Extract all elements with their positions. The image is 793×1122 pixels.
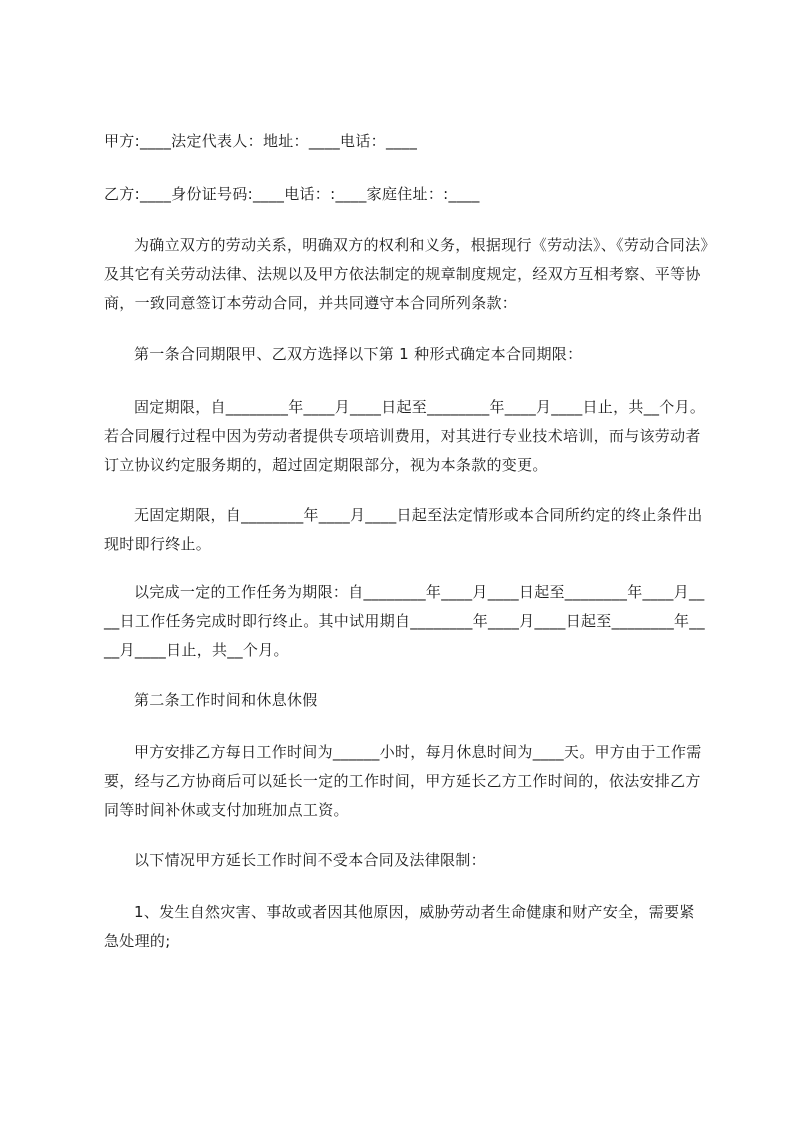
party-a-line: 甲方:____法定代表人：地址：____电话：____: [104, 132, 418, 150]
fixed-term-paragraph: 固定期限，自________年____月____日起至________年____月____日止，共__个月。若合同履行过程中因为劳动者提供专项培训费用，对其进行专业技术培训，而与该劳动者订立协议约定服务期的，超过固定期限部分，视为本条款的变更。: [104, 398, 706, 474]
preamble-paragraph: 为确立双方的劳动关系，明确双方的权利和义务，根据现行《劳动法》、《劳动合同法》及其它有关劳动法律、法规以及甲方依法制定的规章制度规定，经双方互相考察、平等协商，一致同意签订本劳动合同，并共同遵守本合同所列条款：: [104, 236, 709, 312]
party-b-line: 乙方:____身份证号码:____电话：:____家庭住址：:____: [104, 185, 480, 203]
working-hours-paragraph: 甲方安排乙方每日工作时间为______小时，每月休息时间为____天。甲方由于工作需要，经与乙方协商后可以延长一定的工作时间，甲方延长乙方工作时间的，依法安排乙方同等时间补休或支付加班加点工资。: [104, 743, 702, 819]
exception-item-1: 1、发生自然灾害、事故或者因其他原因，威胁劳动者生命健康和财产安全，需要紧急处理的;: [104, 903, 695, 950]
article-2-heading: 第二条工作时间和休息休假: [134, 691, 318, 709]
task-term-paragraph: 以完成一定的工作任务为期限：自________年____月____日起至________年____月____日工作任务完成时即行终止。其中试用期自________年____月____日起至________年____月____日止，共__个月。: [104, 583, 705, 659]
open-term-paragraph: 无固定期限，自________年____月____日起至法定情形或本合同所约定的终止条件出现时即行终止。: [104, 506, 703, 553]
overtime-exceptions-heading: 以下情况甲方延长工作时间不受本合同及法律限制：: [134, 851, 486, 869]
article-1-heading: 第一条合同期限甲、乙双方选择以下第 1 种形式确定本合同期限：: [134, 345, 583, 363]
